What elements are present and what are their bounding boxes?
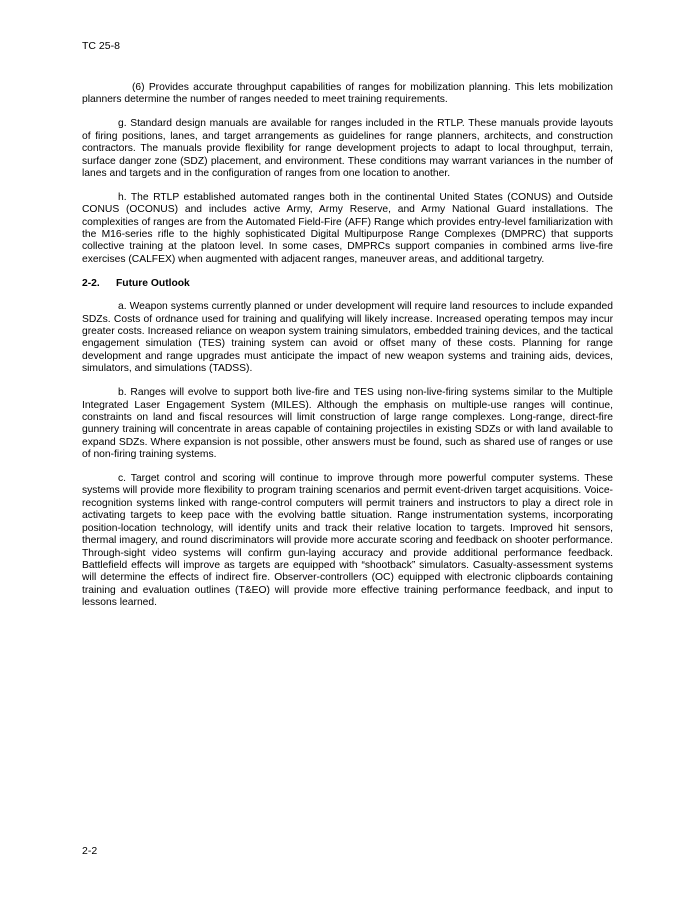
paragraph-h: h. The RTLP established automated ranges both in the continental United States (CONUS) and Outside CONUS (OCONUS) and includes active Army, Army Reserve, and Army National Guard installations. The complexities of ranges are from the Automated Field-Fire (AFF) Range which provides entry-level familiarization with the M16-series rifle to the highly sophisticated Digital Multipurpose Range Complexes (DMPRC) that supports collective training at the platoon level. In some cases, DMPRCs support companies in combined arms live-fire exercises (CALFEX) when augmented with adjacent ranges, maneuver areas, and additional targetry.: [82, 191, 613, 265]
paragraph-b: b. Ranges will evolve to support both live-fire and TES using non-live-firing systems similar to the Multiple Integrated Laser Engagement System (MILES). Although the emphasis on multiple-use ranges will continue, constraints on land and fiscal resources will limit construction of large range complexes. Long-range, direct-fire gunnery training will concentrate in areas capable of containing projectiles in existing SDZs or with land available to expand SDZs. Where expansion is not possible, other answers must be found, such as shared use of ranges or use of non-firing training systems.: [82, 387, 613, 461]
paragraph-g: g. Standard design manuals are available for ranges included in the RTLP. These manuals provide layouts of firing positions, lanes, and target arrangements as guidelines for range planners, architects, and construction contractors. The manuals provide flexibility for range development projects to adapt to local throughput, terrain, surface danger zone (SDZ) placement, and environment. These conditions may warrant variances in the number of lanes and targets and in the configuration of ranges from one location to another.: [82, 118, 613, 179]
paragraph-a: a. Weapon systems currently planned or under development will require land resources to include expanded SDZs. Costs of ordnance used for training and qualifying will likely increase. Increased operating tempos may incur greater costs. Increased reliance on weapon system training simulators, embedded training devices, and the tactical engagement simulation (TES) training system can avoid or offset many of these costs. Planning for range development and range upgrades must anticipate the impact of new weapon systems and training aids, devices, simulators, and simulations (TADSS).: [82, 301, 613, 375]
page-body: [82, 82, 613, 621]
section-heading: [82, 278, 613, 290]
paragraph-6: (6) Provides accurate throughput capabilities of ranges for mobilization planning. This lets mobilization planners determine the number of ranges needed to meet training requirements.: [82, 82, 613, 106]
page-number: 2-2: [82, 845, 98, 857]
section-title: Future Outlook: [116, 277, 190, 289]
section-number: 2-2.: [82, 277, 100, 289]
paragraph-c: c. Target control and scoring will continue to improve through more powerful computer systems. These systems will provide more flexibility to program training scenarios and permit event-driven target acquisitions. Voice-recognition systems linked with range-control computers will permit trainers and instructors to play a direct role in activating targets to keep pace with the evolving battle situation. Range instrumentation systems, incorporating position-location technology, will identify units and track their relative location to targets. Improved hit sensors, thermal imagery, and round discriminators will provide more accurate scoring and feedback on shooter performance. Through-sight video systems will confirm gun-laying accuracy and provide additional performance feedback. Battlefield effects will improve as targets are equipped with “shootback” simulators. Casualty-assessment systems will determine the effects of indirect fire. Observer-controllers (OC) equipped with electronic clipboards containing training and evaluation outlines (T&EO) will provide more effective training performance feedback, and input to lessons learned.: [82, 473, 613, 609]
running-header: TC 25-8: [82, 40, 120, 52]
